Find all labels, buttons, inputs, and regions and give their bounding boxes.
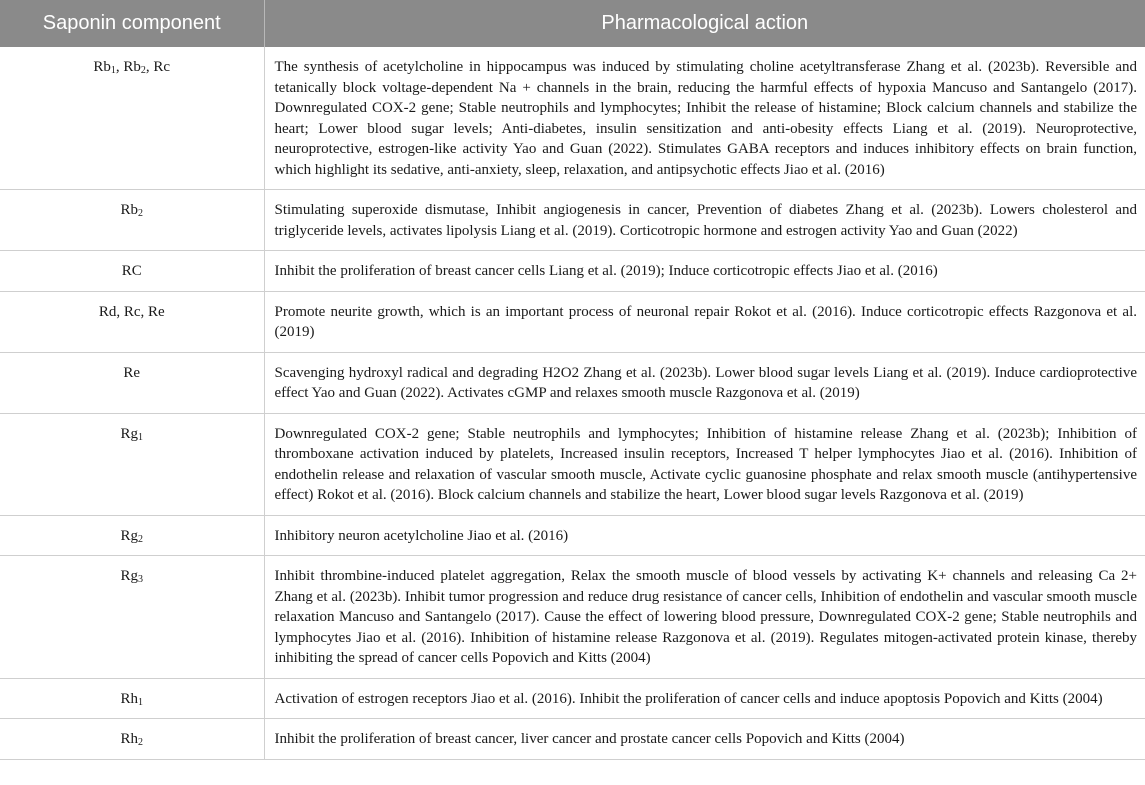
component-name: Rb <box>93 59 111 75</box>
component-name: Rg <box>120 568 138 584</box>
component-subscript: 2 <box>140 65 146 76</box>
table-body <box>0 47 1145 759</box>
component-name: RC <box>121 263 142 279</box>
header-saponin-component: Saponin component <box>0 0 264 47</box>
component-subscript: 3 <box>138 574 143 585</box>
component-subscript: 1 <box>138 431 143 443</box>
component-name: , Rb <box>115 59 141 75</box>
pharmacological-action-cell: Inhibit the proliferation of breast cancer cells Liang et al. (2019); Induce corticotropic effects Jiao et al. (2016) <box>264 251 1145 292</box>
pharmacological-action-cell: Inhibit the proliferation of breast cancer, liver cancer and prostate cancer cells Popovich and Kitts (2004) <box>264 719 1145 760</box>
saponin-component-cell <box>0 47 264 190</box>
saponin-component-cell <box>0 251 264 292</box>
pharmacological-action-cell: Inhibitory neuron acetylcholine Jiao et al. (2016) <box>264 515 1145 556</box>
component-subscript: 2 <box>138 533 143 545</box>
table-row <box>0 413 1145 515</box>
saponin-component-cell <box>0 719 264 760</box>
saponin-component-cell <box>0 190 264 251</box>
pharmacological-action-cell: Inhibit thrombine-induced platelet aggregation, Relax the smooth muscle of blood vessels by activating K+ channels and releasing Ca 2+ Zhang et al. (2023b). Inhibit tumor progression and reduce drug resistance of cancer cells, Inhibition of endothelin and vascular smooth muscle relaxation Mancuso and Santangelo (2017). Cause the effect of lowering blood pressure, Downregulated COX-2 gene; Stable neutrophils and lymphocytes Jiao et al. (2016). Inhibition of histamine release Razgonova et al. (2019). Regulates mitogen-activated protein kinase, thereby inhibiting the spread of cancer cells Popovich and Kitts (2004) <box>264 556 1145 679</box>
component-subscript: 2 <box>138 208 143 219</box>
pharmacological-action-cell: Activation of estrogen receptors Jiao et al. (2016). Inhibit the proliferation of cancer cells and induce apoptosis Popovich and Kitts (2004) <box>264 678 1145 719</box>
component-name: Rh <box>120 731 138 747</box>
saponin-component-cell <box>0 291 264 352</box>
component-name: Rb <box>120 202 138 218</box>
component-name: Rg <box>120 425 138 442</box>
saponin-component-cell <box>0 413 264 515</box>
saponin-component-cell <box>0 515 264 556</box>
header-row <box>0 0 1145 47</box>
table-row <box>0 291 1145 352</box>
saponin-component-cell <box>0 352 264 413</box>
component-name: Re <box>123 364 141 381</box>
table-row <box>0 515 1145 556</box>
component-name: , Rc <box>145 59 171 75</box>
component-subscript: 1 <box>138 696 143 708</box>
component-subscript: 2 <box>138 737 143 748</box>
table-row <box>0 719 1145 760</box>
table-row <box>0 352 1145 413</box>
pharmacological-action-cell: Scavenging hydroxyl radical and degrading H2O2 Zhang et al. (2023b). Lower blood sugar levels Liang et al. (2019). Induce cardioprotective effect Yao and Guan (2022). Activates cGMP and relaxes smooth muscle Razgonova et al. (2019) <box>264 352 1145 413</box>
table-row <box>0 190 1145 251</box>
header-pharmacological-action: Pharmacological action <box>264 0 1145 47</box>
table-row <box>0 251 1145 292</box>
table-row <box>0 678 1145 719</box>
component-name: Rh <box>120 690 138 707</box>
table-row <box>0 556 1145 679</box>
saponin-component-cell <box>0 556 264 679</box>
pharmacological-action-cell: The synthesis of acetylcholine in hippocampus was induced by stimulating choline acetyltransferase Zhang et al. (2023b). Reversible and tetanically block voltage-dependent Na + channels in the brain, reducing the harmful effects of hypoxia Mancuso and Santangelo (2017). Downregulated COX-2 gene; Stable neutrophils and lymphocytes; Inhibit the release of histamine; Block calcium channels and stabilize the heart; Lower blood sugar levels; Anti-diabetes, insulin sensitization and anti-obesity effects Liang et al. (2019). Neuroprotective, neuroprotective, estrogen-like activity Yao and Guan (2022). Stimulates GABA receptors and induces inhibitory effects on brain function, which highlight its sedative, anti-anxiety, sleep, relaxation, and antipsychotic effects Jiao et al. (2016) <box>264 47 1145 190</box>
component-subscript: 1 <box>110 65 116 76</box>
pharmacological-action-cell: Stimulating superoxide dismutase, Inhibit angiogenesis in cancer, Prevention of diabetes Zhang et al. (2023b). Lowers cholesterol and triglyceride levels, activates lipolysis Liang et al. (2019). Corticotropic hormone and estrogen activity Yao and Guan (2022) <box>264 190 1145 251</box>
pharmacological-action-cell: Promote neurite growth, which is an important process of neuronal repair Rokot et al. (2016). Induce corticotropic effects Razgonova et al. (2019) <box>264 291 1145 352</box>
saponin-component-cell <box>0 678 264 719</box>
component-name: Rg <box>120 527 138 544</box>
pharmacological-action-cell: Downregulated COX-2 gene; Stable neutrophils and lymphocytes; Inhibition of histamine release Zhang et al. (2023b); Inhibition of thromboxane activation induced by platelets, Increased insulin receptors, Increased T helper lymphocytes Jiao et al. (2016). Inhibition of endothelin release and relaxation of vascular smooth muscle, Activate cyclic guanosine phosphate and relax smooth muscle (antihypertensive effect) Rokot et al. (2016). Block calcium channels and stabilize the heart, Lower blood sugar levels Razgonova et al. (2019) <box>264 413 1145 515</box>
component-name: Rd, Rc, Re <box>98 303 165 320</box>
table-row <box>0 47 1145 190</box>
